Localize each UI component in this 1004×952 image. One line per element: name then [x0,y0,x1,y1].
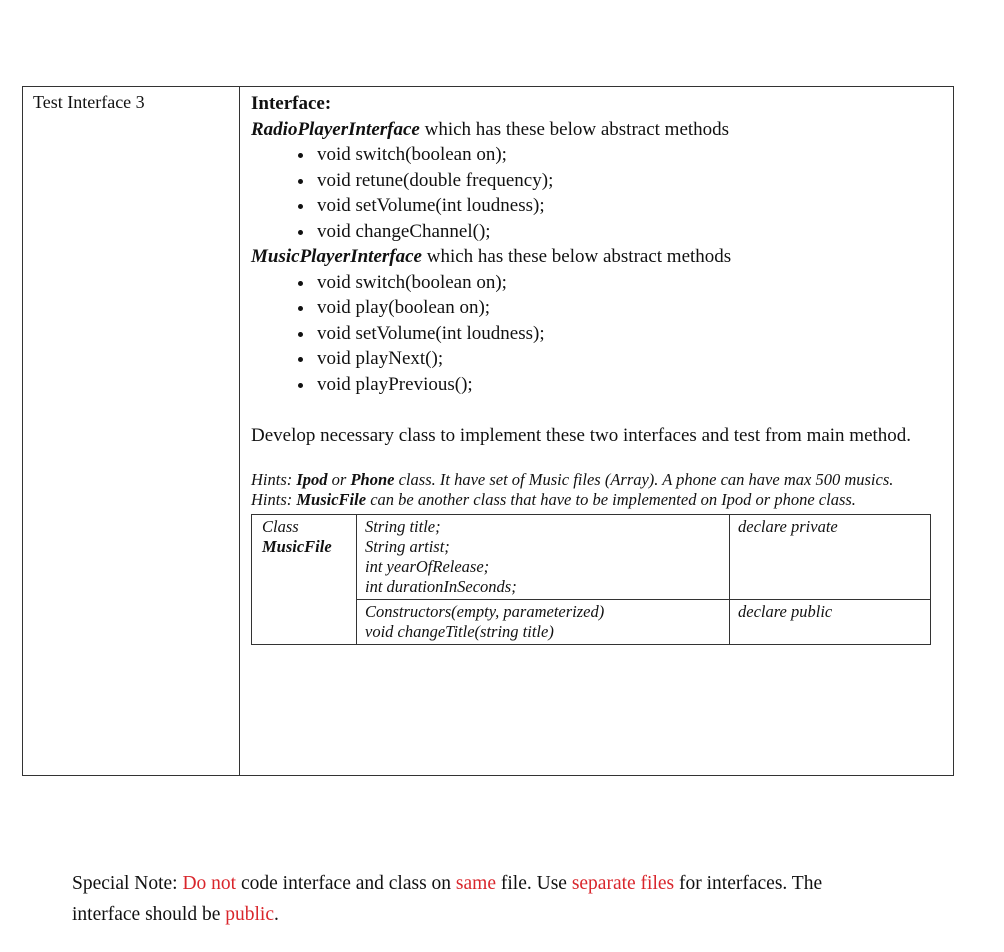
method-item: • void playPrevious(); [315,372,943,398]
method-item: • void setVolume(int loudness); [315,321,943,347]
hint-prefix: Hints: [251,470,297,489]
hint-musicfile-name: MusicFile [296,490,367,509]
method-item: • void playNext(); [315,346,943,372]
note-highlight: separate files [571,873,675,894]
method-item: • void switch(boolean on); [315,142,943,168]
field-item: int durationInSeconds; [365,577,517,596]
hint-mid: or [327,470,351,489]
class-label: Class MusicFile [252,515,357,600]
hint-ipod: Ipod [296,470,328,489]
note-text: . [273,904,279,925]
special-note [72,868,862,930]
music-interface-suffix: which has these below abstract methods [421,246,732,267]
method-item: • void changeChannel(); [315,219,943,245]
radio-interface-suffix: which has these below abstract methods [419,118,730,140]
develop-instruction: Develop necessary class to implement these two interfaces and test from main method. [251,425,912,446]
class-name: MusicFile [262,537,332,556]
music-method-list [251,270,943,398]
hint-musicfile [251,490,943,510]
radio-method-list [251,142,943,244]
note-highlight: public [225,904,274,925]
note-highlight: Do not [182,873,237,894]
class-name-cell [252,600,357,645]
interface-heading: Interface: [251,93,332,114]
note-text: file. Use [496,873,572,894]
musicfile-class-table [251,514,931,645]
note-text: Special Note: [72,873,183,894]
method-item: • void retune(double frequency); [315,168,943,194]
fields-cell [357,515,730,600]
method-item: • void setVolume(int loudness); [315,193,943,219]
assignment-table [22,86,954,776]
note-text: for interfaces. The interface should be [72,873,823,925]
music-interface-title [251,244,943,270]
hints-block [251,470,943,510]
hint-phone: Phone [350,470,395,489]
radio-interface-title [251,117,943,143]
class-method-item: void changeTitle(string title) [365,622,554,641]
methods-access: declare public [730,600,931,645]
hint-rest: can be another class that have to be implemented on Ipod or phone class. [366,490,856,509]
field-item: String artist; [365,537,450,556]
music-interface-name: MusicPlayerInterface [251,246,422,267]
hint-rest: class. It have set of Music files (Array). A phone can have max 500 musics. [394,470,894,489]
hint-ipod-phone [251,470,943,490]
note-text: code interface and class on [236,873,456,894]
field-item: int yearOfRelease; [365,557,490,576]
test-label: Test Interface 3 [33,92,145,112]
method-item: • void switch(boolean on); [315,270,943,296]
method-item: • void play(boolean on); [315,295,943,321]
class-method-item: Constructors(empty, parameterized) [365,602,605,621]
radio-interface-name: RadioPlayerInterface [251,118,420,140]
note-highlight: same [455,873,496,894]
methods-cell [357,600,730,645]
hint-prefix: Hints: [251,490,297,509]
fields-access: declare private [730,515,931,600]
field-item: String title; [365,517,441,536]
interface-description [251,91,943,645]
column-divider [239,87,240,775]
